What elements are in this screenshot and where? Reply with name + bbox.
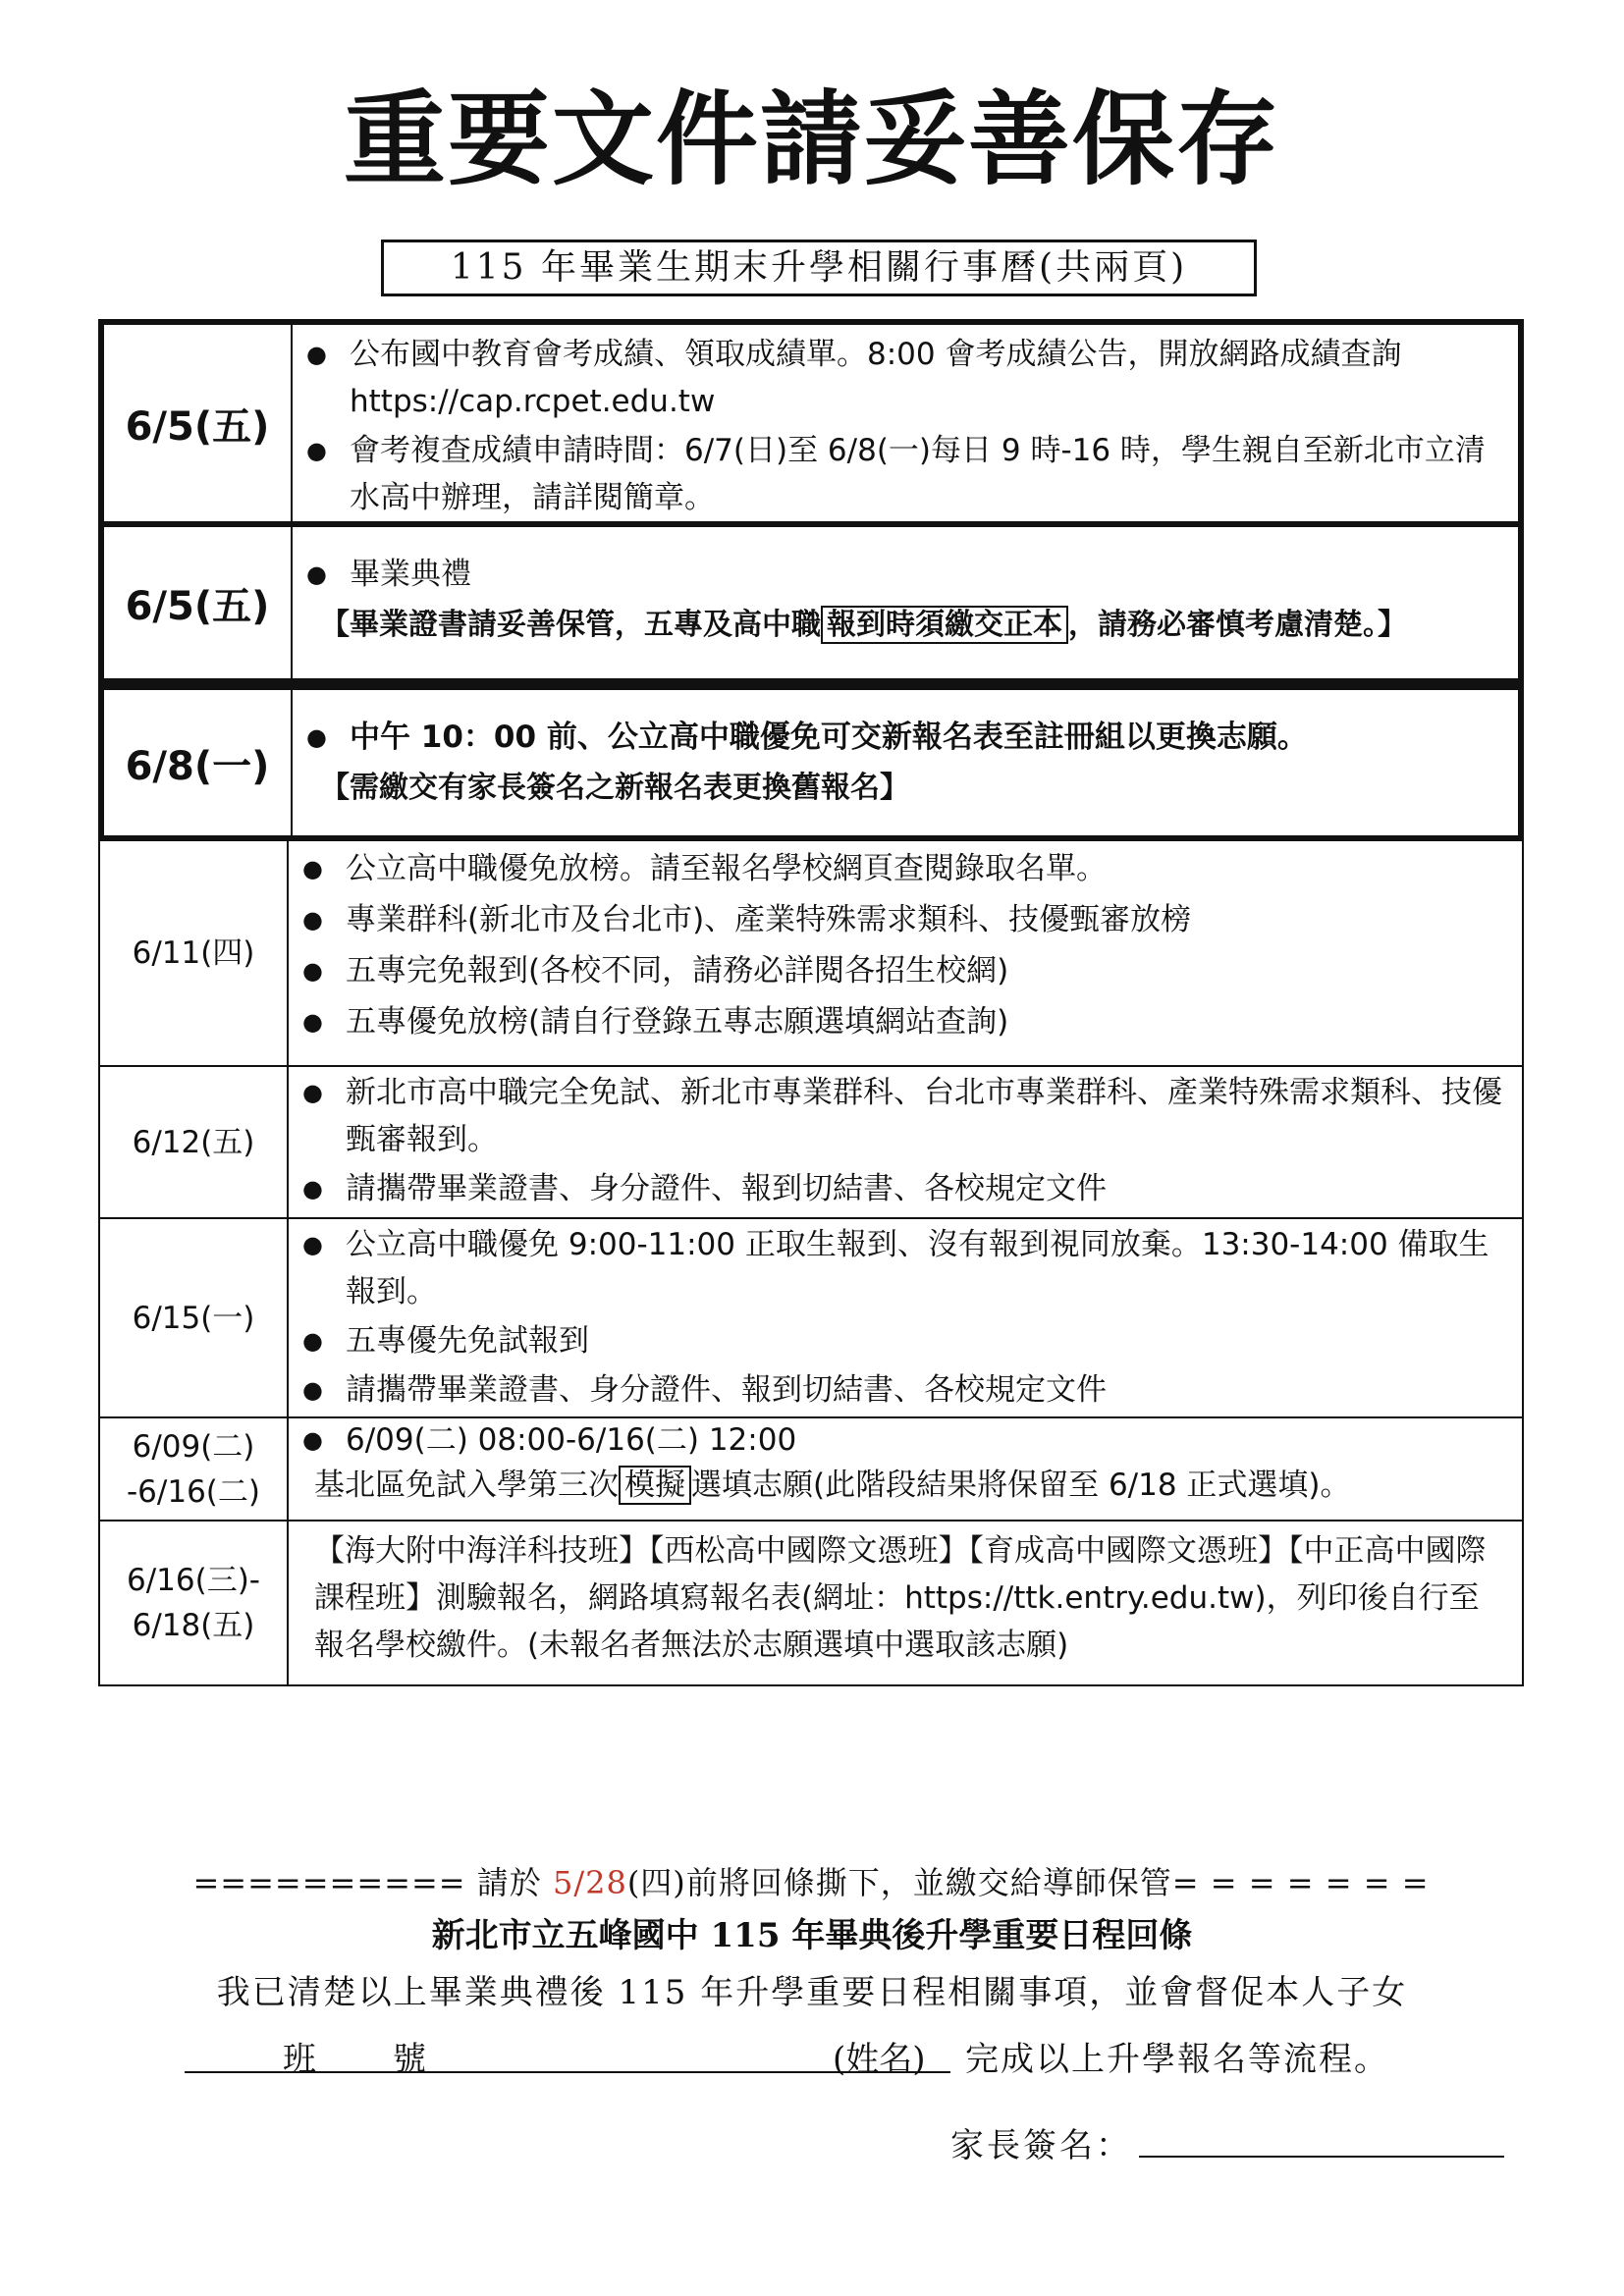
schedule-row (98, 1219, 1524, 1418)
schedule-item: 公布國中教育會考成績、領取成績單。8:00 會考成績公告，開放網路成績查詢 https://cap.rcpet.edu.tw (350, 337, 1402, 419)
schedule-item: 新北市高中職完全免試、新北市專業群科、台北市專業群科、產業特殊需求類科、技優甄審報到。 (346, 1075, 1502, 1157)
schedule-content (287, 841, 1522, 1065)
bullet-icon: ● (306, 561, 327, 588)
schedule-row (98, 1067, 1524, 1219)
schedule-item: 五專優先免試報到 (346, 1323, 589, 1359)
schedule-item: 中午 10：00 前、公立高中職優免可交新報名表至註冊組以更換志願。 (350, 720, 1308, 755)
schedule-date: 6/8(一) (104, 690, 293, 835)
schedule-item: 請攜帶畢業證書、身分證件、報到切結書、各校規定文件 (346, 1171, 1107, 1206)
schedule-item: 公立高中職優免 9:00-11:00 正取生報到、沒有報到視同放棄。13:30-14:00 備取生報到。 (346, 1227, 1489, 1309)
schedule-row (98, 1418, 1524, 1522)
schedule-date: 6/11(四) (100, 841, 289, 1065)
schedule-item: 五專優免放榜(請自行登錄五專志願選填網站查詢) (346, 1004, 1009, 1040)
schedule-row (98, 841, 1524, 1067)
completion-text: 完成以上升學報名等流程。 (965, 2040, 1389, 2079)
bullet-icon: ● (302, 1376, 323, 1404)
schedule-row (98, 684, 1524, 841)
class-label: 班 (283, 2040, 316, 2079)
schedule-content (291, 527, 1518, 678)
bullet-icon: ● (306, 437, 327, 464)
schedule-date: 6/5(五) (104, 325, 293, 521)
schedule-date: 6/16(三)- 6/18(五) (100, 1522, 289, 1684)
confirmation-text: 我已清楚以上畢業典禮後 115 年升學重要日程相關事項，並會督促本人子女 (216, 1973, 1408, 2012)
schedule-date: 6/09(二) -6/16(二) (100, 1418, 289, 1520)
bullet-icon: ● (302, 906, 323, 934)
schedule-content (287, 1418, 1522, 1520)
bullet-icon: ● (306, 723, 327, 751)
schedule-note: 【需繳交有家長簽名之新報名表更換舊報名】 (320, 771, 909, 805)
schedule-subtitle: 115 年畢業生期末升學相關行事曆(共兩頁) (381, 240, 1257, 296)
reply-slip-title: 新北市立五峰國中 115 年畢典後升學重要日程回條 (431, 1916, 1193, 1955)
schedule-item: 6/09(二) 08:00-6/16(二) 12:00 (346, 1422, 797, 1458)
schedule-item: 會考複查成績申請時間：6/7(日)至 6/8(一)每日 9 時-16 時，學生親自至新北市立清水高中辦理，請詳閱簡章。 (350, 433, 1486, 515)
schedule-item: 專業群科(新北市及台北市)、產業特殊需求類科、技優甄審放榜 (346, 902, 1192, 937)
name-label: (姓名) (833, 2040, 926, 2079)
schedule-item: 畢業典禮 (350, 557, 471, 592)
bullet-icon: ● (302, 1231, 323, 1258)
cut-line: ========== 請於 5/28(四)前將回條撕下，並繳交給導師保管= = = = = = = (192, 1864, 1430, 1901)
schedule-content (287, 1522, 1522, 1684)
schedule-item: 公立高中職優免放榜。請至報名學校網頁查閱錄取名單。 (346, 851, 1107, 886)
schedule-content (291, 690, 1518, 835)
signature-field[interactable] (1139, 2156, 1504, 2158)
schedule-date: 6/5(五) (104, 527, 293, 678)
schedule-item: 請攜帶畢業證書、身分證件、報到切結書、各校規定文件 (346, 1372, 1107, 1408)
signature-label: 家長簽名： (950, 2126, 1132, 2165)
schedule-content (291, 325, 1518, 521)
page-title: 重要文件請妥善保存 (343, 80, 1280, 199)
schedule-content (287, 1219, 1522, 1416)
bullet-icon: ● (302, 1327, 323, 1355)
schedule-item: 【海大附中海洋科技班】【西松高中國際文憑班】【育成高中國際文憑班】【中正高中國際課程班】測驗報名，網路填寫報名表(網址：https://ttk.entry.edu.tw)，列印後自行至報名學校繳件。(未報名者無法於志願選填中選取該志願) (314, 1533, 1487, 1663)
schedule-note: 基北區免試入學第三次 模擬 選填志願(此階段結果將保留至 6/18 正式選填)。 (314, 1468, 1351, 1503)
schedule-content (287, 1067, 1522, 1217)
schedule-row (98, 527, 1524, 684)
bullet-icon: ● (302, 1426, 323, 1454)
schedule-row (98, 1522, 1524, 1686)
schedule-date: 6/12(五) (100, 1067, 289, 1217)
bullet-icon: ● (306, 341, 327, 368)
bullet-icon: ● (302, 855, 323, 882)
schedule-date: 6/15(一) (100, 1219, 289, 1416)
bullet-icon: ● (302, 957, 323, 985)
bullet-icon: ● (302, 1008, 323, 1036)
schedule-note: 【畢業證書請妥善保管，五專及高中職 報到時須繳交正本 ，請務必審慎考慮清楚。】 (320, 608, 1407, 642)
student-info-line (185, 2032, 1389, 2079)
schedule-row (98, 319, 1524, 527)
bullet-icon: ● (302, 1175, 323, 1202)
schedule-item: 五專完免報到(各校不同，請務必詳閱各招生校網) (346, 953, 1009, 988)
bullet-icon: ● (302, 1079, 323, 1106)
number-label: 號 (393, 2040, 426, 2079)
